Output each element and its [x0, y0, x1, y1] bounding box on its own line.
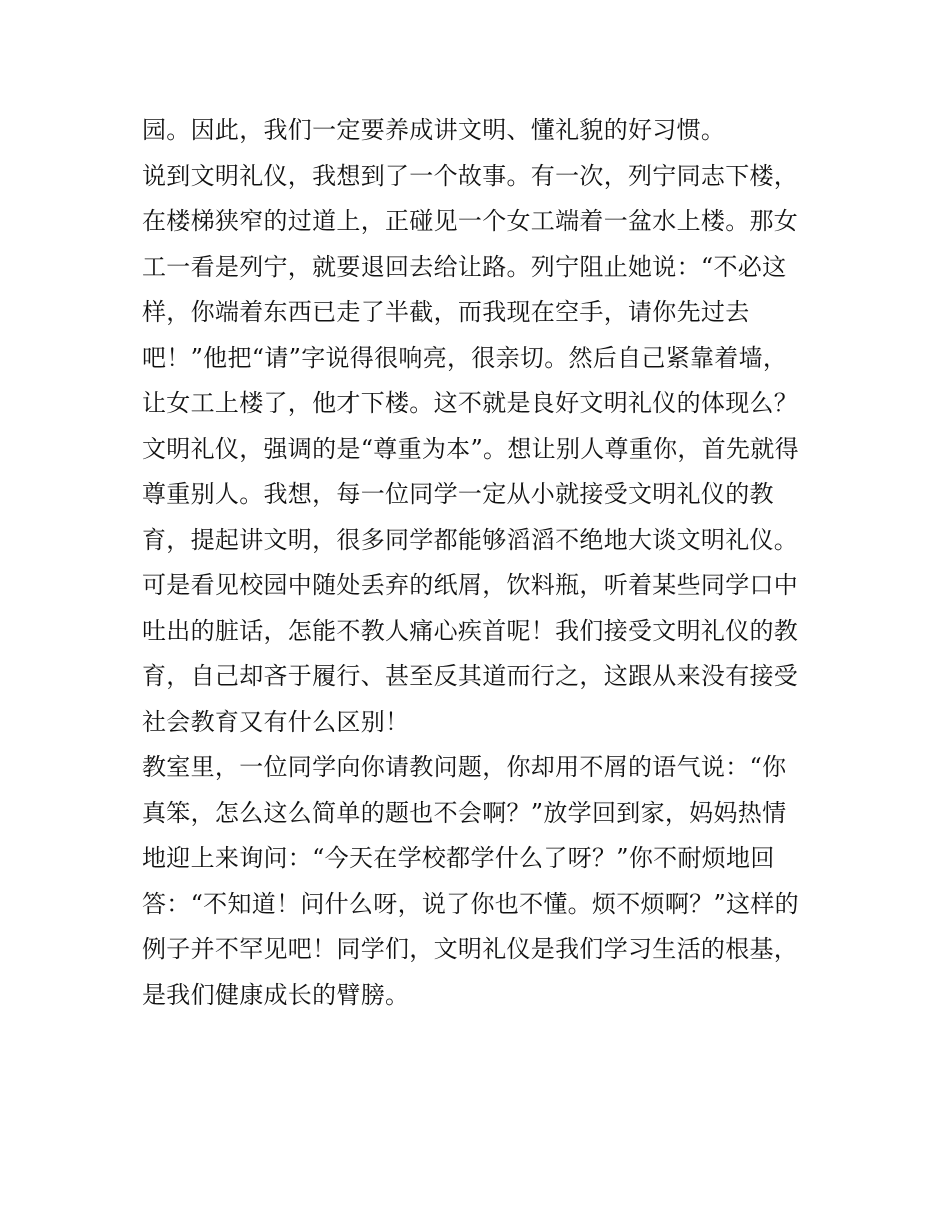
text-line-9: 尊重别人。我想，每一位同学一定从小就接受文明礼仪的教 [142, 480, 774, 508]
text-line-16: 真笨，怎么这么简单的题也不会啊？”放学回到家，妈妈热情 [142, 798, 787, 827]
text-line-20: 是我们健康成长的臂膀。 [142, 980, 410, 1009]
text-line-11: 可是看见校园中随处丢弃的纸屑，饮料瓶，听着某些同学口中 [142, 571, 799, 599]
text-line-17: 地迎上来询问：“今天在学校都学什么了呀？”你不耐烦地回 [142, 844, 775, 872]
text-line-2: 说到文明礼仪，我想到了一个故事。有一次，列宁同志下楼， [142, 161, 799, 190]
text-line-8: 文明礼仪，强调的是“尊重为本”。想让别人尊重你，首先就得 [142, 434, 799, 463]
text-line-18: 答：“不知道！问什么呀，说了你也不懂。烦不烦啊？”这样的 [142, 889, 799, 918]
text-line-3: 在楼梯狭窄的过道上，正碰见一个女工端着一盆水上楼。那女 [142, 207, 799, 235]
text-line-5: 样，你端着东西已走了半截，而我现在空手，请你先过去 [142, 298, 750, 326]
text-line-6: 吧！”他把“请”字说得很响亮，很亲切。然后自己紧靠着墙， [142, 343, 788, 372]
text-line-7: 让女工上楼了，他才下楼。这不就是良好文明礼仪的体现么？ [142, 389, 799, 417]
text-line-1: 园。因此，我们一定要养成讲文明、懂礼貌的好习惯。 [142, 116, 726, 144]
text-line-19: 例子并不罕见吧！同学们，文明礼仪是我们学习生活的根基， [142, 935, 799, 963]
text-line-13: 育，自己却吝于履行、甚至反其道而行之，这跟从来没有接受 [142, 662, 799, 690]
text-line-14: 社会教育又有什么区别！ [142, 707, 410, 736]
text-line-10: 育，提起讲文明，很多同学都能够滔滔不绝地大谈文明礼仪。 [142, 525, 799, 554]
text-line-12: 吐出的脏话，怎能不教人痛心疾首呢！我们接受文明礼仪的教 [142, 616, 799, 645]
text-line-4: 工一看是列宁，就要退回去给让路。列宁阻止她说：“不必这 [142, 252, 787, 281]
body-text [142, 108, 822, 1018]
text-line-15: 教室里，一位同学向你请教问题，你却用不屑的语气说：“你 [142, 753, 787, 781]
